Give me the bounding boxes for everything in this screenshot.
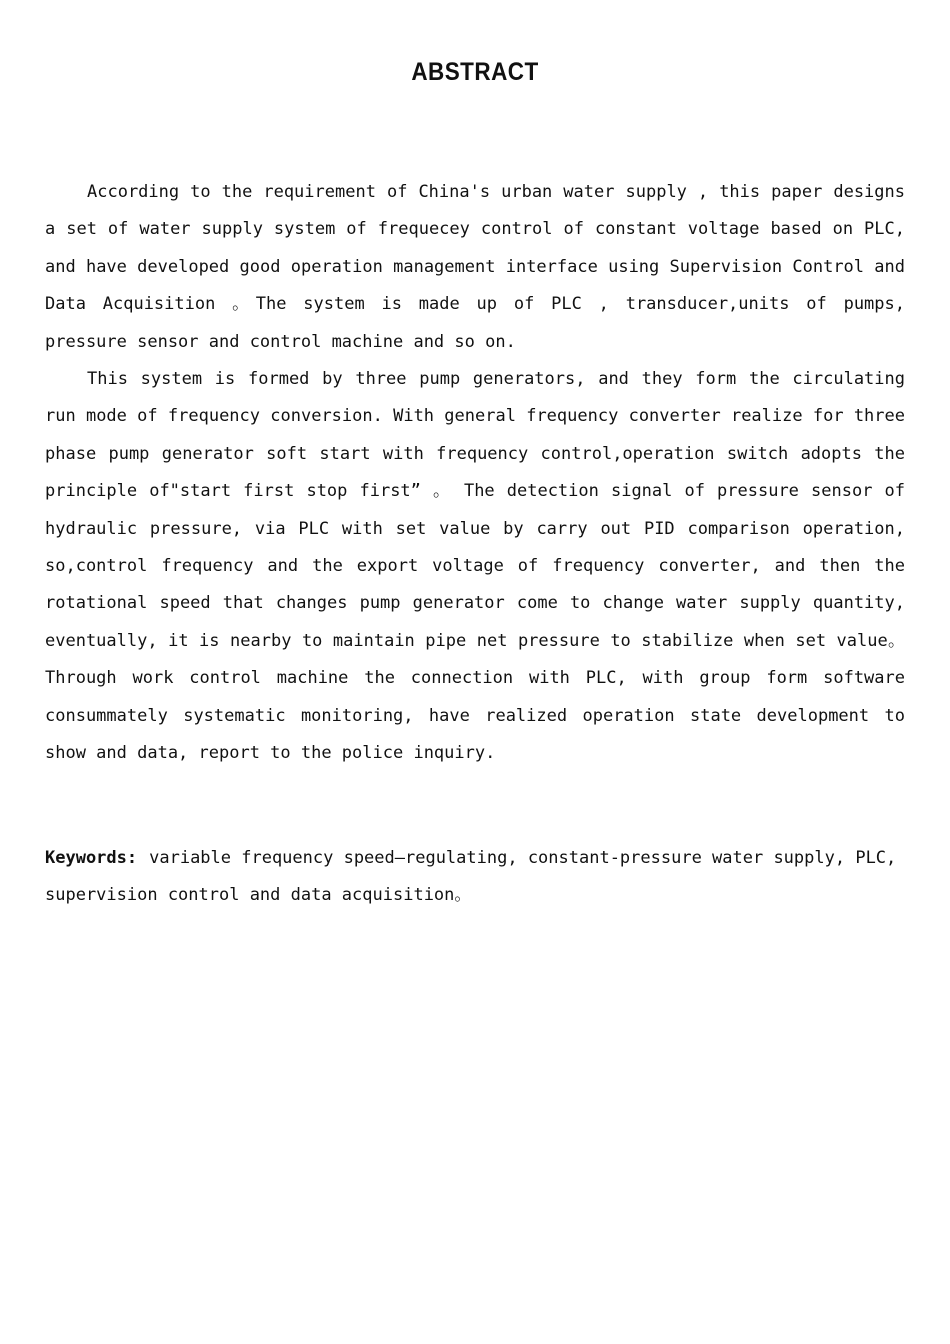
keywords-label: Keywords: [45,848,138,868]
keywords-text: variable frequency speed—regulating, constant-pressure water supply, PLC, supervision control and data acquisition。 [45,848,897,906]
abstract-paragraph-2: This system is formed by three pump generators, and they form the circulating run mode of frequency conversion. With general frequency converter realize for three phase pump generator soft start with frequency control,operation switch adopts the principle of"start first stop first” 。 The detection signal of pressure sensor of hydraulic pressure, via PLC with set value by carry out PID comparison operation, so,control frequency and the export voltage of frequency converter, and then the rotational speed that changes pump generator come to change water supply quantity, eventually, it is nearby to maintain pipe net pressure to stabilize when set value。 Through work control machine the connection with PLC, with group form software consummately systematic monitoring, have realized operation state development to show and data, report to the police inquiry. [45,369,905,764]
page-title: ABSTRACT [411,58,539,86]
keywords-section [45,840,905,915]
abstract-paragraph-1: According to the requirement of China's urban water supply , this paper designs a set of water supply system of frequecey control of constant voltage based on PLC, and have developed good operation management interface using Supervision Control and Data Acquisition 。The system is made up of PLC , transducer,units of pumps, pressure sensor and control machine and so on. [45,182,905,352]
abstract-body [45,174,905,773]
